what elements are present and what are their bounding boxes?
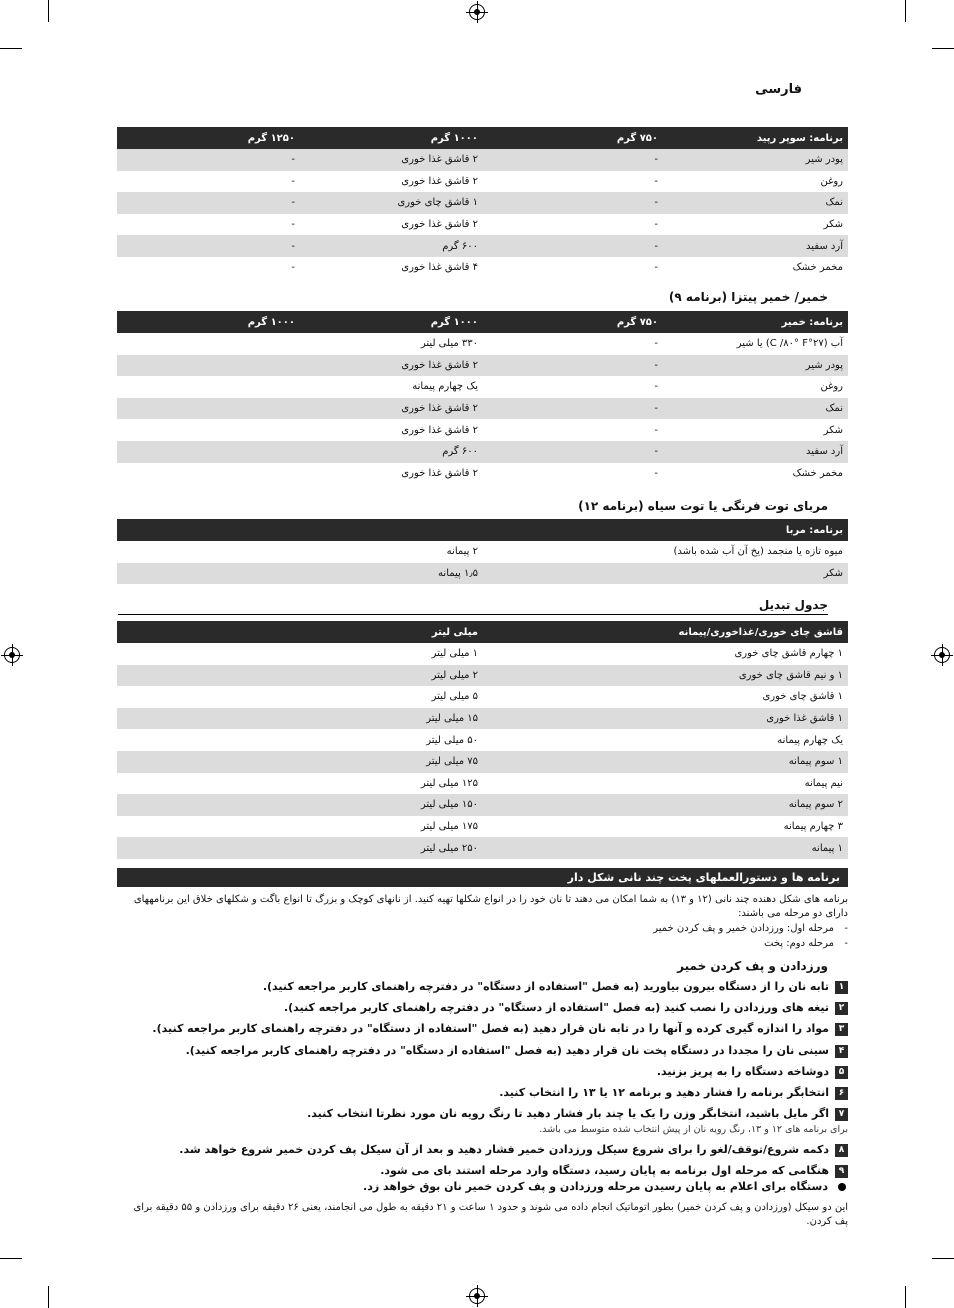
table-cell: ۱ قاشق چای خوری	[300, 192, 483, 214]
table-cell: -	[483, 441, 663, 463]
table-cell: ۶۰۰ گرم	[300, 441, 483, 463]
conversion-table	[117, 621, 848, 859]
section-title-dough: خمیر/ خمیر پیتزا (برنامه ۹)	[668, 290, 828, 304]
table-cell	[117, 794, 300, 816]
step-text: دکمه شروع/توقف/لغو را برای شروع سیکل ورزدادن خمیر فشار دهید و بعد از آن سیکل پف کردن خمیر شروع خواهد شد.	[179, 1143, 829, 1156]
table-row	[117, 837, 848, 859]
table-cell: مخمر خشک	[792, 467, 843, 479]
column-header: ۱۰۰۰ گرم	[117, 311, 300, 333]
table-cell: ۱ میلی لیتر	[431, 648, 478, 660]
step-text: انتخابگر برنامه را فشار دهید و برنامه ۱۲ یا ۱۳ را انتخاب کنید.	[499, 1086, 829, 1099]
table-cell	[117, 398, 300, 420]
table-cell: مخمر خشک	[792, 262, 843, 274]
table-cell: پودر شیر	[663, 149, 848, 171]
table-row	[117, 773, 848, 795]
table-cell: ۲ میلی لیتر	[300, 665, 483, 687]
table-cell: یک چهارم پیمانه	[412, 381, 478, 393]
table-cell: شکر	[663, 563, 848, 585]
intro-paragraph: برنامه های شکل دهنده چند نانی (۱۲ و ۱۳) به شما امکان می دهند تا نان خود را در انواع شکلها تهیه کنید. از نانهای کوچک و بزرگ تا انواع باگت و شکلهای خلاق این برنامههای دارای دو مرحله می باشند:	[133, 894, 848, 919]
table-cell: ۲ قاشق غذا خوری	[401, 424, 478, 436]
table-cell: پودر شیر	[663, 355, 848, 377]
step-text: سینی نان را مجددا در دستگاه پخت نان قرار دهید (به فصل "استفاده از دستگاه" در دفترچه راهنمای کاربر مراجعه کنید).	[185, 1044, 829, 1057]
table-cell: ۵ میلی لیتر	[431, 691, 478, 703]
table-row	[117, 816, 848, 838]
super-rapid-table	[117, 127, 848, 279]
table-cell: -	[117, 235, 300, 257]
table-cell: -	[483, 235, 663, 257]
bullet-item: -مرحله دوم: پخت	[764, 938, 848, 949]
table-header-row	[117, 519, 848, 541]
table-row	[117, 171, 848, 193]
crop-mark	[0, 1258, 22, 1259]
table-cell	[117, 333, 300, 355]
table-row	[117, 794, 848, 816]
column-header	[483, 621, 663, 643]
table-cell: -	[654, 381, 658, 393]
table-row	[117, 563, 848, 585]
column-header: برنامه: سوپر رپید	[663, 127, 848, 149]
bullet-note-text: دستگاه برای اعلام به پایان رسیدن مرحله ورزدادن و پف کردن خمیر نان بوق خواهد زد.	[363, 1180, 828, 1193]
registration-mark-icon	[4, 647, 20, 663]
table-cell	[483, 794, 663, 816]
bullet-text: مرحله دوم: پخت	[764, 938, 834, 949]
table-cell: ۱ چهارم قاشق چای خوری	[734, 648, 843, 660]
table-row	[117, 665, 848, 687]
table-row	[117, 214, 848, 236]
table-cell	[483, 773, 663, 795]
table-cell: -	[654, 219, 658, 231]
bullet-item: -مرحله اول: ورزدادن خمیر و پف کردن خمیر	[653, 923, 848, 934]
table-header-row	[117, 311, 848, 333]
column-header: ۷۵۰ گرم	[483, 127, 663, 149]
dough-table	[117, 311, 848, 484]
language-heading: فارسی	[755, 82, 802, 97]
step-item	[179, 1143, 848, 1157]
step-number: ۱	[835, 981, 848, 994]
table-cell: ۱ پیمانه	[663, 837, 848, 859]
table-cell: ۱۲۵ میلی لیتر	[420, 777, 478, 789]
table-cell	[483, 541, 663, 563]
table-cell: ۳ چهارم پیمانه	[783, 821, 843, 833]
table-cell	[117, 708, 300, 730]
table-cell: ۱ قاشق چای خوری	[762, 691, 843, 703]
table-cell: -	[483, 149, 663, 171]
table-cell: نیم پیمانه	[804, 777, 843, 789]
step-item	[307, 1107, 848, 1121]
column-header	[117, 621, 300, 643]
table-cell	[483, 751, 663, 773]
table-cell: شکر	[823, 424, 843, 436]
table-cell	[483, 643, 663, 665]
table-cell	[117, 541, 300, 563]
crop-mark	[0, 48, 22, 49]
table-cell	[483, 563, 663, 585]
table-row	[117, 376, 848, 398]
step-item	[380, 1164, 848, 1178]
registration-mark-icon	[469, 4, 485, 20]
step-text: هنگامی که مرحله اول برنامه به پایان رسید، دستگاه وارد مرحله استند بای می شود.	[380, 1164, 829, 1177]
table-cell: ۵۰ میلی لیتر	[426, 734, 478, 746]
table-row	[117, 235, 848, 257]
multi-shape-banner: برنامه ها و دستورالعملهای پخت چند نانی شکل دار	[117, 868, 848, 887]
bullet-text: مرحله اول: ورزدادن خمیر و پف کردن خمیر	[653, 923, 834, 934]
table-cell	[117, 729, 300, 751]
table-cell: ۲ قاشق غذا خوری	[300, 398, 483, 420]
step-item	[152, 1022, 848, 1036]
table-cell: -	[483, 355, 663, 377]
step-text: اگر مایل باشید، انتخابگر وزن را یک یا چند بار فشار دهید تا رنگ رویه نان مورد نظرتا انتخاب کنید.	[307, 1107, 829, 1120]
table-cell	[117, 665, 300, 687]
table-cell: شکر	[823, 219, 843, 231]
table-cell: ۲ پیمانه	[446, 546, 478, 558]
table-cell	[483, 686, 663, 708]
table-cell: -	[483, 398, 663, 420]
registration-mark-icon	[469, 1288, 485, 1304]
column-header: قاشق چای خوری/غذاخوری/پیمانه	[663, 621, 848, 643]
step-number: ۵	[835, 1066, 848, 1079]
table-cell	[117, 686, 300, 708]
crop-mark	[932, 48, 954, 49]
table-cell: میوه تازه یا منجمد (یخ آن آب شده باشد)	[673, 546, 843, 558]
table-row	[117, 149, 848, 171]
table-cell: روغن	[820, 175, 843, 187]
column-header: ۱۲۵۰ گرم	[117, 127, 300, 149]
step-item	[657, 1065, 848, 1079]
bullet-dot-icon	[838, 1183, 846, 1191]
step-item	[263, 980, 848, 994]
table-cell	[483, 708, 663, 730]
step-text: دوشاخه دستگاه را به پریز بزنید.	[656, 1065, 829, 1078]
table-cell	[483, 837, 663, 859]
table-cell: -	[654, 424, 658, 436]
table-cell: نمک	[663, 398, 848, 420]
table-cell: -	[654, 175, 658, 187]
step-number: ۸	[835, 1144, 848, 1157]
table-row	[117, 643, 848, 665]
table-cell: ۴ قاشق غذا خوری	[401, 262, 478, 274]
table-row	[117, 441, 848, 463]
step-text: مواد را اندازه گیری کرده و آنها را در تابه نان قرار دهید (به فصل "استفاده از دستگاه" در دفترچه راهنمای کاربر مراجعه کنید).	[152, 1022, 829, 1035]
table-cell: ۲ قاشق غذا خوری	[300, 149, 483, 171]
table-row	[117, 333, 848, 355]
step-number: ۷	[835, 1108, 848, 1121]
table-cell: آرد سفید	[663, 235, 848, 257]
table-cell: ۲ قاشق غذا خوری	[300, 355, 483, 377]
table-cell	[117, 751, 300, 773]
column-header: ۷۵۰ گرم	[483, 311, 663, 333]
crop-mark	[905, 0, 906, 22]
table-cell	[117, 376, 300, 398]
column-header: میلی لیتر	[300, 621, 483, 643]
table-cell: -	[291, 262, 295, 274]
table-cell	[117, 563, 300, 585]
table-cell: -	[117, 149, 300, 171]
step-item	[186, 1044, 848, 1058]
table-cell	[117, 419, 300, 441]
table-cell: آب (۲۷°C /۸۰° F) یا شیر	[736, 338, 843, 350]
column-header: برنامه: مربا	[663, 519, 848, 541]
section-title-conversion: جدول تبدیل	[118, 598, 828, 615]
table-cell: -	[117, 192, 300, 214]
table-cell: -	[654, 338, 658, 350]
column-header: ۱۰۰۰ گرم	[300, 311, 483, 333]
section-title-jam: مربای توت فرنگی یا توت سیاه (برنامه ۱۲)	[578, 499, 828, 513]
crop-mark	[905, 1286, 906, 1308]
table-cell: روغن	[820, 381, 843, 393]
table-cell: ۱ قاشق غذا خوری	[663, 708, 848, 730]
table-row	[117, 541, 848, 563]
table-cell: ۱۷۵ میلی لیتر	[420, 821, 478, 833]
step-number: ۲	[835, 1002, 848, 1015]
table-cell: ۲ سوم پیمانه	[663, 794, 848, 816]
step-note: برای برنامه های ۱۲ و ۱۳، رنگ رویه نان از پیش انتخاب شده متوسط می باشد.	[539, 1124, 848, 1135]
table-cell	[117, 773, 300, 795]
table-cell: ۳۳۰ میلی لیتر	[420, 338, 478, 350]
step-number: ۶	[835, 1087, 848, 1100]
table-cell: -	[291, 175, 295, 187]
table-row	[117, 398, 848, 420]
table-cell: -	[654, 262, 658, 274]
table-row	[117, 729, 848, 751]
table-cell: آرد سفید	[663, 441, 848, 463]
table-cell: ۱ و نیم قاشق چای خوری	[663, 665, 848, 687]
subheading-kneading: ورزدادن و پف کردن خمیر	[677, 959, 828, 973]
step-text: تابه نان را از دستگاه بیرون بیاورید (به فصل "استفاده از دستگاه" در دفترچه راهنمای کاربر مراجعه کنید).	[262, 980, 829, 993]
table-cell	[483, 816, 663, 838]
table-row	[117, 751, 848, 773]
table-row	[117, 419, 848, 441]
bullet-note-item	[363, 1180, 848, 1193]
step-number: ۳	[835, 1023, 848, 1036]
table-row	[117, 257, 848, 279]
table-cell: ۲۵۰ میلی لیتر	[300, 837, 483, 859]
crop-mark	[932, 1258, 954, 1259]
step-number: ۴	[835, 1045, 848, 1058]
table-row	[117, 192, 848, 214]
footer-paragraph: این دو سیکل (ورزدادن و پف کردن خمیر) بطور اتوماتیک انجام داده می شوند و حدود ۱ ساعت و ۲۱ دقیقه به طول می انجامند، یعنی ۲۶ دقیقه برای ورزدادن و ۵۵ دقیقه برای پف کردن.	[133, 1202, 848, 1227]
crop-mark	[48, 0, 49, 22]
table-cell: -	[654, 467, 658, 479]
column-header	[300, 519, 483, 541]
table-cell: ۷۵ میلی لیتر	[300, 751, 483, 773]
table-cell	[117, 816, 300, 838]
step-number: ۹	[835, 1165, 848, 1178]
table-cell	[117, 643, 300, 665]
step-text: تیغه های ورزدادن را نصب کنید (به فصل "استفاده از دستگاه" در دفترچه راهنمای کاربر مراجعه کنید).	[283, 1001, 829, 1014]
table-cell: یک چهارم پیمانه	[777, 734, 843, 746]
table-row	[117, 686, 848, 708]
table-cell	[117, 441, 300, 463]
table-cell: نمک	[663, 192, 848, 214]
table-cell: -	[483, 192, 663, 214]
step-item	[284, 1001, 848, 1015]
table-cell: ۲ قاشق غذا خوری	[401, 467, 478, 479]
table-cell: ۱۵ میلی لیتر	[300, 708, 483, 730]
table-cell: ۱۵۰ میلی لیتر	[300, 794, 483, 816]
table-cell: ۱ سوم پیمانه	[663, 751, 848, 773]
crop-mark	[48, 1286, 49, 1308]
step-item	[499, 1086, 848, 1100]
table-cell	[117, 463, 300, 485]
table-header-row	[117, 621, 848, 643]
column-header	[117, 519, 300, 541]
table-header-row	[117, 127, 848, 149]
table-cell: ۲ قاشق غذا خوری	[401, 219, 478, 231]
column-header: برنامه: خمیر	[663, 311, 848, 333]
column-header	[483, 519, 663, 541]
table-cell	[483, 665, 663, 687]
table-cell: -	[291, 219, 295, 231]
table-row	[117, 708, 848, 730]
column-header: ۱۰۰۰ گرم	[300, 127, 483, 149]
jam-table	[117, 519, 848, 584]
table-cell	[117, 837, 300, 859]
table-cell	[483, 729, 663, 751]
table-cell	[117, 355, 300, 377]
table-row	[117, 463, 848, 485]
table-cell: ۶۰۰ گرم	[300, 235, 483, 257]
registration-mark-icon	[934, 647, 950, 663]
table-row	[117, 355, 848, 377]
table-cell: ۱٫۵ پیمانه	[300, 563, 483, 585]
table-cell: ۲ قاشق غذا خوری	[401, 175, 478, 187]
